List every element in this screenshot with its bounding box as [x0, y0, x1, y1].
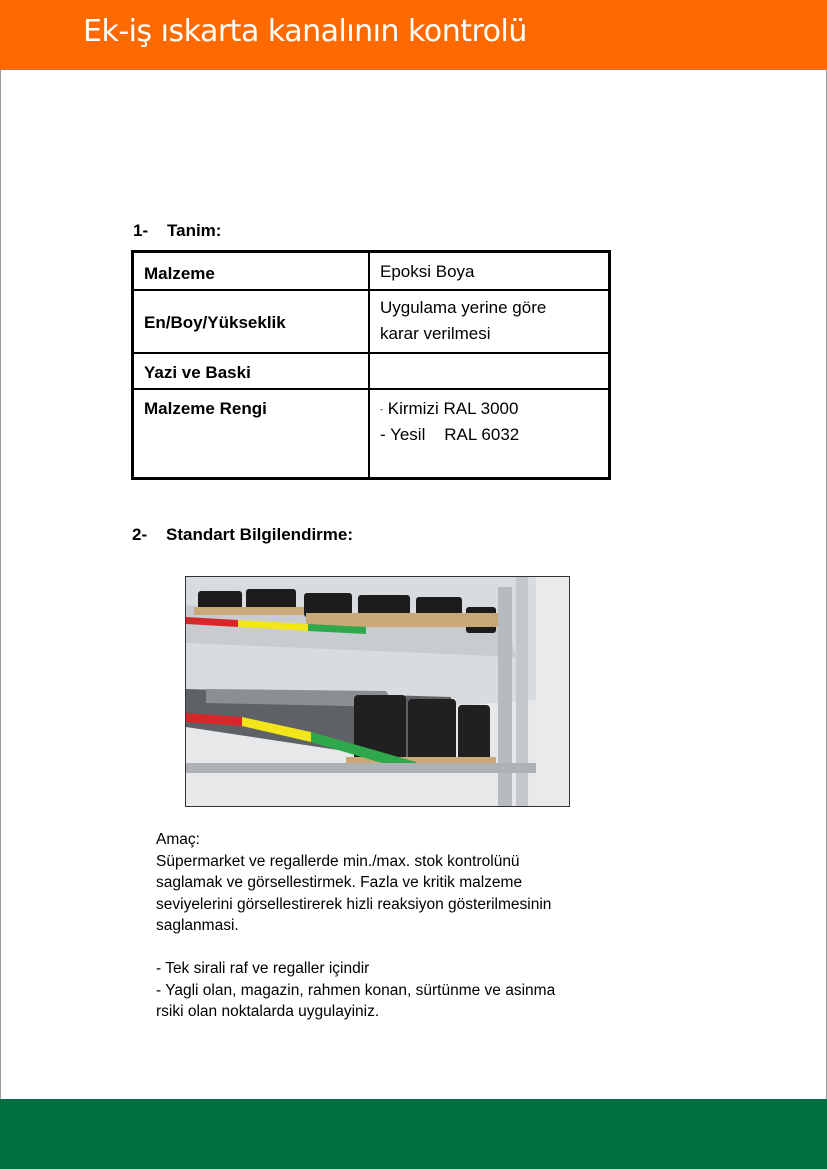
- page-title: Ek-iş ıskarta kanalının kontrolü: [83, 14, 527, 49]
- section-heading-standard: [132, 525, 353, 545]
- row-key: Yazi ve Baski: [133, 353, 370, 389]
- value-line: karar verilmesi: [380, 323, 491, 343]
- row-key: Malzeme Rengi: [133, 389, 370, 479]
- row-value-empty: [369, 353, 610, 389]
- header-bar: [0, 0, 827, 70]
- shelf-photo: [185, 576, 570, 807]
- footer-bar: [0, 1099, 827, 1169]
- row-key: Malzeme: [133, 252, 370, 290]
- spec-table: [131, 250, 611, 480]
- section-number: 2-: [132, 525, 148, 544]
- value-line: Uygulama yerine göre: [380, 297, 547, 317]
- table-row: [133, 389, 610, 479]
- description-text: Amaç: Süpermarket ve regallerde min./max. stok kontrolünü saglamak ve görsellestirmek. Fazla ve kritik malzeme seviyelerini görsellestirerek hizli reaksiyon gösterilmesinin saglanmasi. - Tek sirali raf ve regaller içindir - Yagli olan, magazin, rahmen konan, sürtünme ve asinma rsiki olan noktalarda uygulayiniz.: [156, 831, 556, 1020]
- value-line: [380, 396, 598, 423]
- row-value: [369, 290, 610, 353]
- section-title: Standart Bilgilendirme:: [166, 525, 354, 544]
- dash-prefix: -: [380, 404, 383, 415]
- section-heading-definition: [133, 221, 221, 241]
- value-text: Kirmizi RAL 3000: [387, 398, 519, 418]
- value-line: - Yesil RAL 6032: [380, 425, 520, 445]
- table-row: [133, 353, 610, 389]
- table-row: [133, 252, 610, 290]
- row-value: [369, 389, 610, 479]
- row-value: Epoksi Boya: [369, 252, 610, 290]
- row-key: En/Boy/Yükseklik: [133, 290, 370, 353]
- section-title: Tanim:: [167, 221, 222, 240]
- shelf-photo-illustration: [186, 577, 569, 806]
- section-number: 1-: [133, 221, 149, 240]
- table-row: [133, 290, 610, 353]
